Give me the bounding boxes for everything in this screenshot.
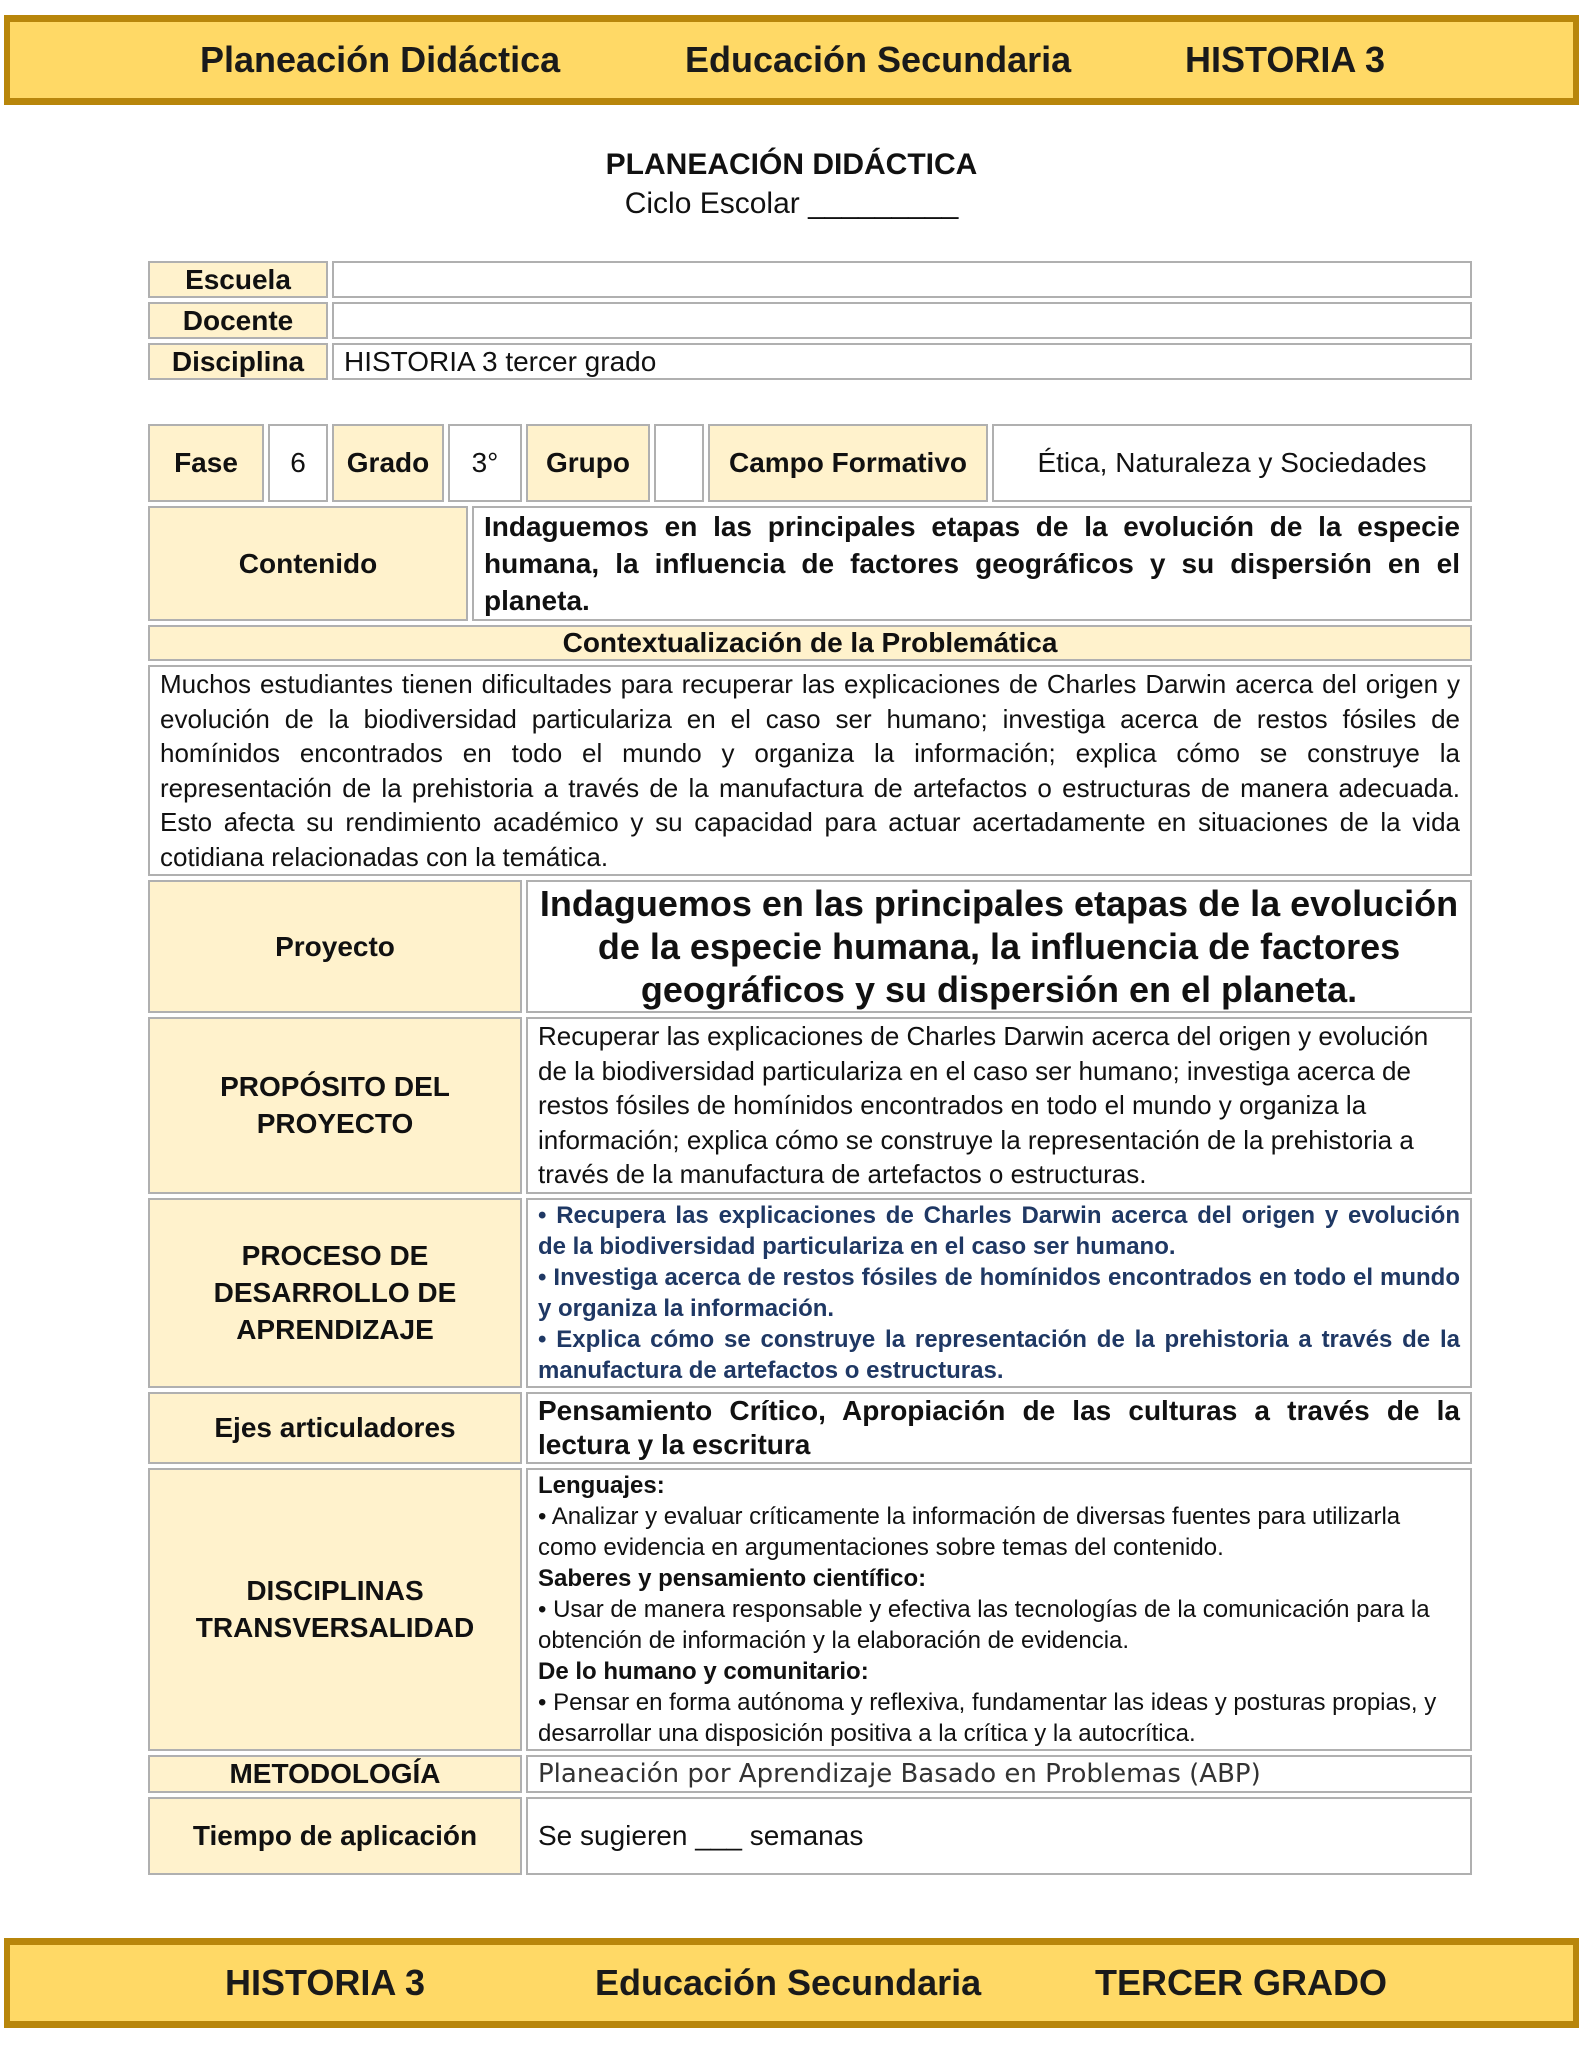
contenido-value: Indaguemos en las principales etapas de la evolución de la especie humana, la influencia de factores geográficos y su dispersión en el planeta. (472, 506, 1472, 621)
ejes-label: Ejes articuladores (148, 1392, 522, 1464)
footer-center-text: Educación Secundaria (595, 1962, 982, 2003)
table-row (148, 1392, 1472, 1464)
table-row (148, 506, 1472, 621)
disciplina-label: Disciplina (148, 343, 328, 380)
list-item: • Explica cómo se construye la representación de la prehistoria a través de la manufactura de artefactos o estructuras. (538, 1325, 1460, 1384)
docente-label: Docente (148, 302, 328, 339)
grado-value: 3° (448, 424, 522, 502)
list-item: • Investiga acerca de restos fósiles de homínidos encontrados en todo el mundo y organiza la información. (538, 1263, 1460, 1322)
footer-left-text: HISTORIA 3 (225, 1962, 426, 2003)
footer-right-text: TERCER GRADO (1095, 1962, 1388, 2003)
proyecto-title: Indaguemos en las principales etapas de la evolución de la especie humana, la influencia de factores geográficos y su dispersión en el planeta. (526, 880, 1472, 1013)
footer-band (4, 1938, 1579, 2028)
header-center-text: Educación Secundaria (685, 39, 1072, 80)
proceso-list (526, 1198, 1472, 1388)
proceso-label: PROCESO DE DESARROLLO DE APRENDIZAJE (148, 1198, 522, 1388)
fase-value: 6 (268, 424, 328, 502)
discipline-title: Lenguajes: (538, 1471, 665, 1499)
discipline-title: Saberes y pensamiento científico: (538, 1564, 927, 1592)
table-row (148, 665, 1472, 876)
contextualizacion-text: Muchos estudiantes tienen dificultades para recuperar las explicaciones de Charles Darwin acerca del origen y evolución de la biodiversidad particulariza en el caso ser humano; investiga acerca de restos fósiles de homínidos encontrados en todo el mundo y organiza la información; explica cómo se construye la representación de la prehistoria a través de la manufactura de artefactos o estructuras de manera adecuada. Esto afecta su rendimiento académico y su capacidad para actuar acertadamente en situaciones de la vida cotidiana relacionadas con la temática. (148, 665, 1472, 876)
disciplina-value: HISTORIA 3 tercer grado (332, 343, 1472, 380)
metodologia-label: METODOLOGÍA (148, 1755, 522, 1793)
table-row (148, 1755, 1472, 1793)
header-band (4, 15, 1579, 105)
docente-field[interactable] (332, 302, 1472, 339)
table-row (148, 424, 1472, 502)
planning-table (144, 420, 1476, 1879)
grupo-field[interactable] (654, 424, 704, 502)
table-row (148, 1797, 1472, 1875)
table-row (148, 1468, 1472, 1751)
discipline-text: • Usar de manera responsable y efectiva las tecnologías de la comunicación para la obtención de información y la elaboración de evidencia. (538, 1595, 1430, 1654)
disciplinas-label: DISCIPLINAS TRANSVERSALIDAD (148, 1468, 522, 1751)
table-row (148, 880, 1472, 1013)
table-row (148, 261, 1472, 298)
discipline-text: • Pensar en forma autónoma y reflexiva, fundamentar las ideas y posturas propias, y desarrollar una disposición positiva a la crítica y la autocrítica. (538, 1688, 1437, 1747)
discipline-title: De lo humano y comunitario: (538, 1657, 869, 1685)
grupo-label: Grupo (526, 424, 650, 502)
table-row (148, 302, 1472, 339)
proyecto-label: Proyecto (148, 880, 522, 1013)
proposito-text: Recuperar las explicaciones de Charles Darwin acerca del origen y evolución de la biodiversidad particulariza en el caso ser humano; investiga acerca de restos fósiles de homínidos encontrados en todo el mundo y organiza la información; explica cómo se construye la representación de la prehistoria a través de la manufactura de artefactos o estructuras. (526, 1017, 1472, 1194)
ejes-value: Pensamiento Crítico, Apropiación de las culturas a través de la lectura y la escritura (526, 1392, 1472, 1464)
contenido-label: Contenido (148, 506, 468, 621)
tiempo-value: Se sugieren ___ semanas (526, 1797, 1472, 1875)
proposito-label: PROPÓSITO DEL PROYECTO (148, 1017, 522, 1194)
info-table (144, 257, 1476, 384)
grado-label: Grado (332, 424, 444, 502)
tiempo-label: Tiempo de aplicación (148, 1797, 522, 1875)
metodologia-value: Planeación por Aprendizaje Basado en Problemas (ABP) (526, 1755, 1472, 1793)
header-right-text: HISTORIA 3 (1185, 39, 1386, 80)
contextualizacion-label: Contextualización de la Problemática (148, 625, 1472, 661)
table-row (148, 1017, 1472, 1194)
fase-label: Fase (148, 424, 264, 502)
campo-formativo-label: Campo Formativo (708, 424, 988, 502)
document-title: PLANEACIÓN DIDÁCTICA (605, 148, 978, 181)
table-row (148, 1198, 1472, 1388)
disciplinas-list (526, 1468, 1472, 1751)
campo-formativo-value: Ética, Naturaleza y Sociedades (992, 424, 1472, 502)
escuela-field[interactable] (332, 261, 1472, 298)
header-left-text: Planeación Didáctica (200, 39, 561, 80)
discipline-text: • Analizar y evaluar críticamente la información de diversas fuentes para utilizarla como evidencia en argumentaciones sobre temas del contenido. (538, 1502, 1401, 1561)
table-row (148, 343, 1472, 380)
list-item: • Recupera las explicaciones de Charles Darwin acerca del origen y evolución de la biodiversidad particulariza en el caso ser humano. (538, 1201, 1460, 1260)
table-row (148, 625, 1472, 661)
escuela-label: Escuela (148, 261, 328, 298)
school-cycle: Ciclo Escolar _________ (624, 187, 959, 220)
